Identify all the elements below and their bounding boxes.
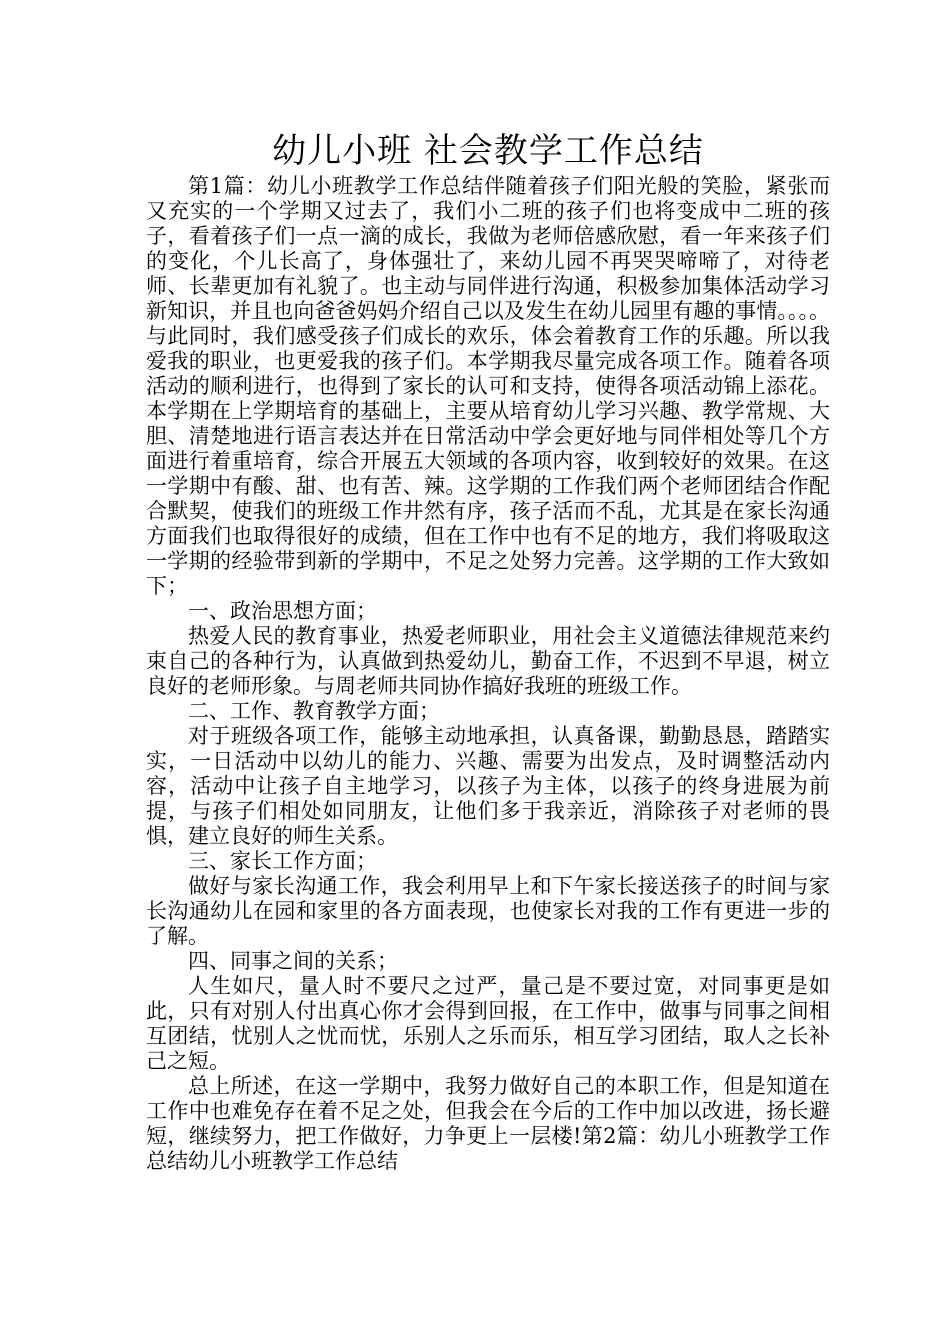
document-page (146, 128, 830, 1174)
paragraph-parents: 做好与家长沟通工作，我会利用早上和下午家长接送孩子的时间与家长沟通幼儿在园和家里的各方面表现，也使家长对我的工作有更进一步的了解。 (146, 874, 830, 948)
paragraph-summary: 总上所述，在这一学期中，我努力做好自己的本职工作，但是知道在工作中也难免存在着不足之处，但我会在今后的工作中加以改进，扬长避短，继续努力，把工作做好，力争更上一层楼!第2篇：幼儿小班教学工作总结幼儿小班教学工作总结 (146, 1074, 830, 1173)
paragraph-teaching: 对于班级各项工作，能够主动地承担，认真备课，勤勤恳恳，踏踏实实，一日活动中以幼儿的能力、兴趣、需要为出发点，及时调整活动内容，活动中让孩子自主地学习，以孩子为主体，以孩子的终身进展为前提，与孩子们相处如同朋友，让他们多于我亲近，消除孩子对老师的畏惧，建立良好的师生关系。 (146, 724, 830, 848)
section-heading-colleagues: 四、同事之间的关系； (188, 949, 398, 973)
section-heading-politics: 一、政治思想方面； (188, 599, 377, 623)
document-title: 幼儿小班 社会教学工作总结 (272, 131, 704, 171)
paragraph-politics: 热爱人民的教育事业，热爱老师职业，用社会主义道德法律规范来约束自己的各种行为，认真做到热爱幼儿，勤奋工作，不迟到不早退，树立良好的老师形象。与周老师共同协作搞好我班的班级工作。 (146, 624, 830, 698)
paragraph-colleagues: 人生如尺，量人时不要尺之过严，量己是不要过宽，对同事更是如此，只有对别人付出真心你才会得到回报，在工作中，做事与同事之间相互团结，忧别人之忧而忧，乐别人之乐而乐，相互学习团结，取人之长补己之短。 (146, 974, 830, 1073)
section-heading-teaching: 二、工作、教育教学方面； (188, 699, 440, 723)
paragraph-intro: 第1篇：幼儿小班教学工作总结伴随着孩子们阳光般的笑脸，紧张而又充实的一个学期又过去了，我们小二班的孩子们也将变成中二班的孩子，看着孩子们一点一滴的成长，我做为老师倍感欣慰，看一年来孩子们的变化，个儿长高了，身体强壮了，来幼儿园不再哭哭啼啼了，对待老师、长辈更加有礼貌了。也主动与同伴进行沟通，积极参加集体活动学习新知识，并且也向爸爸妈妈介绍自己以及发生在幼儿园里有趣的事情。。。。与此同时，我们感受孩子们成长的欢乐，体会着教育工作的乐趣。所以我爱我的职业，也更爱我的孩子们。本学期我尽量完成各项工作。随着各项活动的顺利进行，也得到了家长的认可和支持，使得各项活动锦上添花。本学期在上学期培育的基础上，主要从培育幼儿学习兴趣、教学常规、大胆、清楚地进行语言表达并在日常活动中学会更好地与同伴相处等几个方面进行着重培育，综合开展五大领域的各项内容，收到较好的效果。在这一学期中有酸、甜、也有苦、辣。这学期的工作我们两个老师团结合作配合默契，使我们的班级工作井然有序，孩子活而不乱，尤其是在家长沟通方面我们也取得很好的成绩，但在工作中也有不足的地方，我们将吸取这一学期的经验带到新的学期中，不足之处努力完善。这学期的工作大致如下； (146, 174, 830, 598)
section-heading-parents: 三、家长工作方面； (188, 849, 377, 873)
